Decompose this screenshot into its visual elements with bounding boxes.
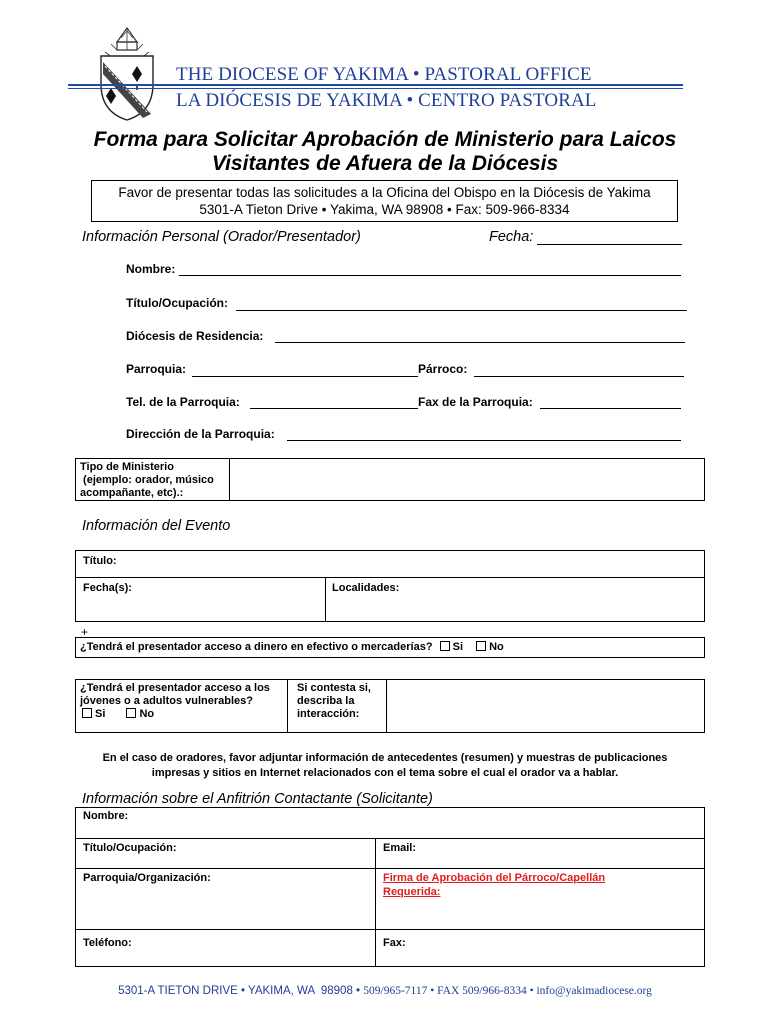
money-question-row (80, 641, 504, 654)
diocese-crest-icon (97, 22, 157, 122)
event-localidades-field[interactable] (405, 579, 703, 620)
host-parroquia-field[interactable] (83, 888, 373, 928)
parroco-input-line[interactable] (474, 376, 684, 377)
ministry-label-line3: acompañante, etc).: (80, 487, 184, 499)
youth-si-label: Si (95, 708, 106, 720)
speaker-note-line1: En el caso de oradores, favor adjuntar información de antecedentes (resumen) y muestras de publicaciones (102, 752, 668, 764)
event-titulo-field[interactable] (130, 552, 703, 576)
parroco-label: Párroco: (418, 362, 468, 376)
host-telefono-field[interactable] (140, 931, 373, 965)
youth-no-label: No (139, 708, 155, 720)
describe-line3: interacción: (297, 708, 360, 720)
footer-address: 5301-A TIETON DRIVE • YAKIMA, WA 98908 • (118, 985, 364, 997)
notice-line2: 5301-A Tieton Drive • Yakima, WA 98908 • Fax: 509-966-8334 (199, 202, 570, 217)
fecha-label: Fecha: (489, 229, 534, 245)
parroquia-label: Parroquia: (126, 362, 187, 376)
money-si-checkbox[interactable] (440, 641, 450, 651)
youth-divider-2 (386, 679, 387, 733)
firma-field[interactable] (450, 886, 703, 928)
youth-si-checkbox[interactable] (82, 708, 92, 718)
event-col-divider (325, 577, 326, 622)
notice-line1: Favor de presentar todas las solicitudes a la Oficina del Obispo en la Diócesis de Yakima (118, 185, 651, 200)
footer-contact: 509/965-7117 • FAX 509/966-8334 • info@yakimadiocese.org (363, 985, 652, 997)
parroquia-input-line[interactable] (192, 376, 418, 377)
diocesis-input-line[interactable] (275, 342, 685, 343)
money-si-label: Si (452, 641, 464, 653)
host-row-divider-2 (75, 868, 705, 869)
ministry-label-line1: Tipo de Ministerio (80, 461, 174, 473)
submission-notice (91, 180, 678, 222)
event-localidades-label: Localidades: (332, 582, 400, 594)
youth-options (80, 708, 154, 721)
titulo-input-line[interactable] (236, 310, 687, 311)
youth-question-line1: ¿Tendrá el presentador acceso a los (80, 682, 270, 694)
form-title-line2: Visitantes de Afuera de la Diócesis (211, 152, 559, 175)
host-nombre-label: Nombre: (83, 810, 129, 822)
fecha-input-line[interactable] (537, 244, 682, 245)
fax-parroquia-input-line[interactable] (540, 408, 681, 409)
speaker-note-line2: impresas y sitios en Internet relacionados con el tema sobre el cual el orador va a hablar. (151, 767, 619, 779)
youth-divider-1 (287, 679, 288, 733)
titulo-label: Título/Ocupación: (126, 296, 228, 310)
host-titulo-label: Título/Ocupación: (83, 842, 177, 854)
direccion-input-line[interactable] (287, 440, 681, 441)
form-title-line1: Forma para Solicitar Aprobación de Ministerio para Laicos (93, 128, 677, 151)
event-fechas-field[interactable] (140, 579, 323, 620)
money-no-label: No (489, 641, 504, 653)
personal-info-heading: Información Personal (Orador/Presentador) (82, 229, 361, 245)
youth-question-line2: jóvenes o a adultos vulnerables? (80, 695, 253, 707)
describe-interaction-field[interactable] (388, 681, 703, 731)
host-email-label: Email: (383, 842, 417, 854)
letterhead-spanish: LA DIÓCESIS DE YAKIMA • CENTRO PASTORAL (176, 90, 597, 111)
host-info-heading: Información sobre el Anfitrión Contactante (Solicitante) (82, 791, 433, 807)
money-no-checkbox[interactable] (476, 641, 486, 651)
ministry-type-field[interactable] (231, 460, 703, 499)
youth-no-checkbox[interactable] (126, 708, 136, 718)
firma-label-line2: Requerida: (383, 886, 441, 898)
event-fechas-label: Fecha(s): (83, 582, 132, 594)
tel-parroquia-label: Tel. de la Parroquia: (126, 395, 240, 409)
letterhead-rule-bottom (68, 88, 683, 89)
nombre-input-line[interactable] (179, 275, 681, 276)
money-question-text: ¿Tendrá el presentador acceso a dinero en efectivo o mercaderías? (80, 641, 433, 653)
host-row-divider-3 (75, 929, 705, 930)
host-nombre-field[interactable] (140, 809, 703, 837)
describe-line1: Si contesta si, (297, 682, 371, 694)
ministry-divider (229, 458, 230, 501)
describe-line2: describa la (297, 695, 355, 707)
firma-label-line1: Firma de Aprobación del Párroco/Capellán (383, 872, 606, 884)
plus-mark: + (81, 625, 89, 639)
letterhead-english: THE DIOCESE OF YAKIMA • PASTORAL OFFICE (176, 64, 592, 85)
direccion-label: Dirección de la Parroquia: (126, 427, 275, 441)
nombre-label: Nombre: (126, 262, 176, 276)
ministry-label-line2: (ejemplo: orador, músico (80, 474, 214, 486)
host-parroquia-label: Parroquia/Organización: (83, 872, 211, 884)
event-row-divider (75, 577, 705, 578)
host-telefono-label: Teléfono: (83, 937, 132, 949)
host-fax-field[interactable] (410, 931, 703, 965)
fax-parroquia-label: Fax de la Parroquia: (418, 395, 533, 409)
host-col-divider (375, 838, 376, 967)
host-titulo-field[interactable] (190, 840, 373, 867)
host-row-divider-1 (75, 838, 705, 839)
host-email-field[interactable] (425, 840, 703, 867)
tel-parroquia-input-line[interactable] (250, 408, 418, 409)
footer (0, 985, 770, 997)
event-info-heading: Información del Evento (82, 518, 231, 534)
host-fax-label: Fax: (383, 937, 406, 949)
diocesis-label: Diócesis de Residencia: (126, 329, 264, 343)
event-titulo-label: Título: (83, 555, 117, 567)
